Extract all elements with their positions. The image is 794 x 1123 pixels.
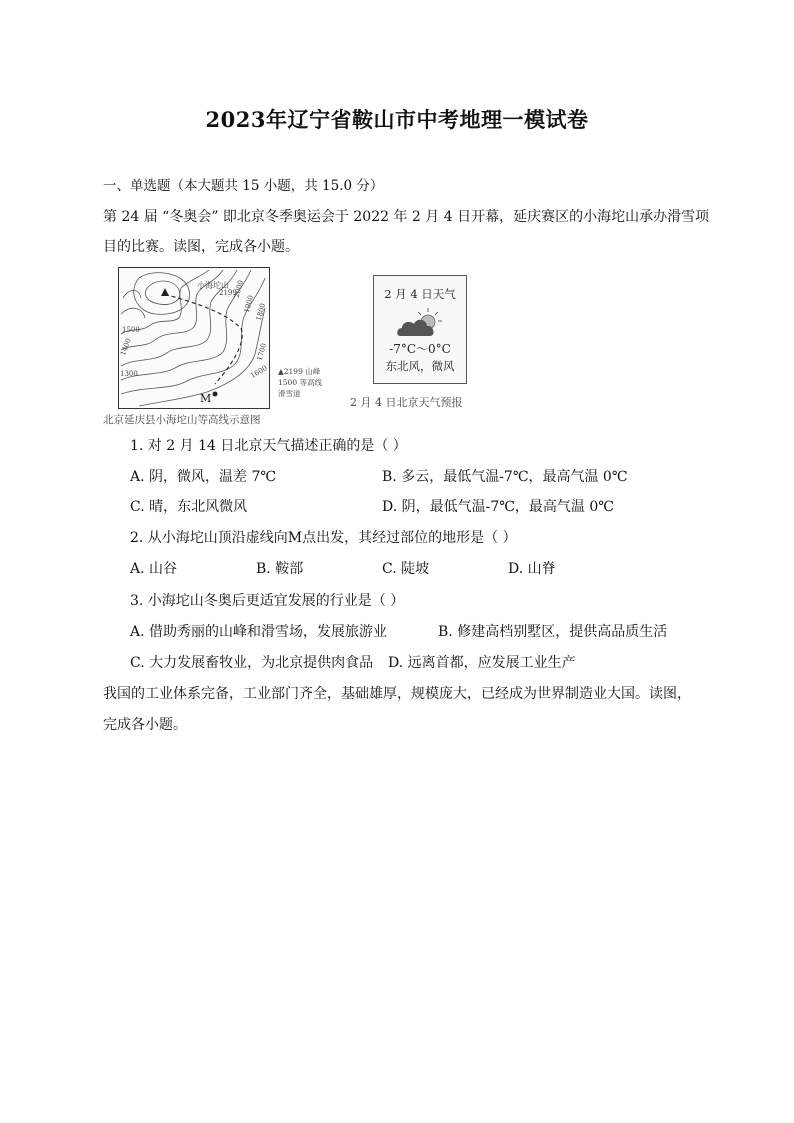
peak-triangle-icon <box>161 288 169 296</box>
question-2-option-c: C. 陡坡 <box>382 561 430 577</box>
question-1-option-c: C. 晴，东北风微风 <box>130 499 248 515</box>
point-m-label: M <box>200 392 212 405</box>
weather-caption: 2 月 4 日北京天气预报 <box>350 396 463 409</box>
peak-elevation-label: 2199 <box>219 289 237 297</box>
weather-wind: 东北风，微风 <box>385 359 455 373</box>
weather-card-title: 2 月 4 日天气 <box>384 287 456 301</box>
weather-card <box>373 275 467 384</box>
contour-label-1300: 1300 <box>120 370 138 378</box>
legend-peak: ▲2199 山峰 <box>278 367 321 376</box>
question-3-option-b: B. 修建高档别墅区，提供高品质生活 <box>438 624 668 640</box>
weather-temperature: -7°C～0°C <box>389 342 451 356</box>
question-3-option-d: D. 远离首都，应发展工业生产 <box>388 655 576 671</box>
contour-label-2000: 2000 <box>232 279 246 299</box>
section-heading: 一、单选题（本大题共 15 小题，共 15.0 分） <box>103 178 384 194</box>
legend-contour: 1500 等高线 <box>278 378 322 387</box>
question-2-option-d: D. 山脊 <box>508 561 556 577</box>
question-1-option-d: D. 阴，最低气温-7℃，最高气温 0℃ <box>382 499 614 515</box>
question-2-option-a: A. 山谷 <box>130 561 178 577</box>
contour-label-1800: 1800 <box>254 302 268 322</box>
contour-map-drawing <box>119 268 269 408</box>
intro-line-2: 目的比赛。读图，完成各小题。 <box>103 239 299 255</box>
contour-label-1500: 1500 <box>122 326 140 334</box>
outro-line-2: 完成各小题。 <box>103 717 187 733</box>
cloudy-sun-icon <box>394 306 446 338</box>
peak-name-label: 小海坨山 <box>197 281 229 290</box>
outro-line-1: 我国的工业体系完备，工业部门齐全，基础雄厚，规模庞大，已经成为世界制造业大国。读图， <box>103 686 691 702</box>
question-1-stem: 1. 对 2 月 14 日北京天气描述正确的是（ ） <box>130 438 407 454</box>
question-3-option-c: C. 大力发展畜牧业，为北京提供肉食品 <box>130 655 374 671</box>
contour-label-1700: 1700 <box>255 342 269 362</box>
question-3-stem: 3. 小海坨山冬奥后更适宜发展的行业是（ ） <box>130 593 405 609</box>
contour-label-1600: 1600 <box>249 364 269 380</box>
question-1-option-a: A. 阴，微风，温差 7℃ <box>130 469 277 485</box>
question-3-option-a: A. 借助秀丽的山峰和滑雪场，发展旅游业 <box>130 624 388 640</box>
page-title: 2023年辽宁省鞍山市中考地理一模试卷 <box>205 107 589 132</box>
contour-map-caption: 北京延庆县小海坨山等高线示意图 <box>103 414 261 426</box>
legend-ski-route: 滑雪道 <box>278 389 301 398</box>
point-m-marker <box>213 392 218 397</box>
intro-line-1: 第 24 届 “冬奥会” 即北京冬季奥运会于 2022 年 2 月 4 日开幕，延庆赛区的小海坨山承办滑雪项 <box>103 209 710 225</box>
contour-map <box>118 267 270 409</box>
question-2-stem: 2. 从小海坨山顶沿虚线向M点出发，其经过部位的地形是（ ） <box>130 530 517 546</box>
contour-label-1900: 1900 <box>242 294 256 314</box>
contour-label-1400: 1400 <box>119 337 133 357</box>
question-1-option-b: B. 多云，最低气温-7℃，最高气温 0℃ <box>382 469 628 485</box>
question-2-option-b: B. 鞍部 <box>256 561 304 577</box>
